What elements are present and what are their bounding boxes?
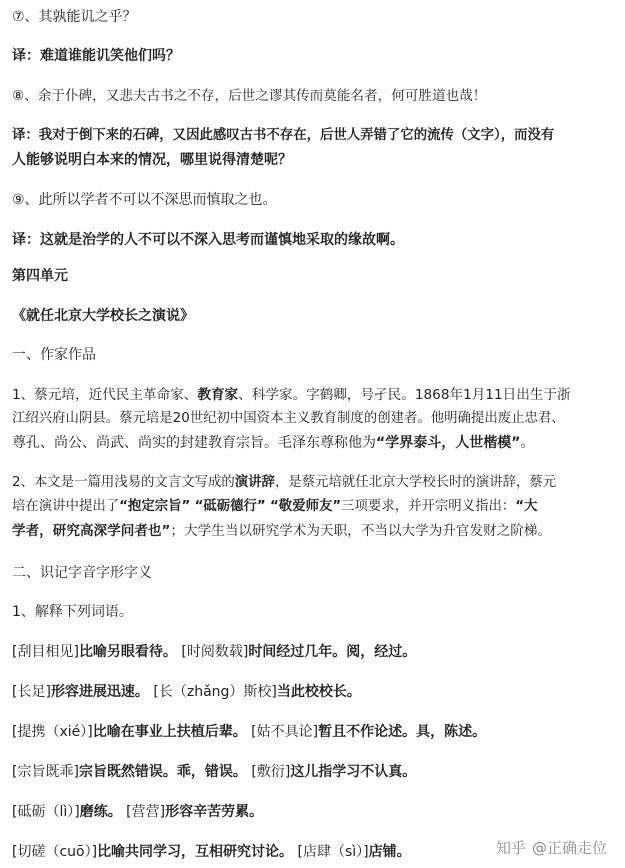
text-segment: 培在演讲中提出了 [12, 499, 120, 514]
text-segment: [店肆（sì）] [293, 844, 369, 860]
bold-text-segment: 人能够说明白本来的情况，哪里说得清楚呢？ [12, 152, 292, 168]
text-segment: [刮目相见] [12, 644, 79, 660]
bold-text-segment: 《就任北京大学校长之演说》 [12, 308, 194, 324]
text-line-a8b [12, 149, 612, 171]
text-segment: 尊孔、尚公、尚武、尚实的封建教育宗旨。毛泽东尊称他为 [12, 435, 376, 451]
text-segment: [敷衍] [246, 764, 291, 780]
bold-text-segment: 比喻在事业上扶植后辈。 [92, 724, 247, 740]
bold-text-segment: “敬爱师友” [270, 499, 342, 514]
bold-text-segment: “学界泰斗，人世楷模” [376, 435, 521, 451]
text-segment: 二、识记字音字形字义 [12, 565, 152, 581]
text-line-title [12, 305, 612, 327]
text-segment: [长（zhǎng）斯校] [148, 684, 277, 700]
text-segment: 2、本文是一篇用浅易的文言文写成的 [12, 475, 235, 490]
text-segment: 、科学家。字鹤卿，号孑民。1868年1月11日出生于浙 [238, 387, 571, 403]
bold-text-segment: 译：难道谁能讥笑他们吗？ [12, 48, 180, 64]
text-line-p2a [12, 472, 612, 494]
text-segment: [姑不具论] [246, 724, 319, 740]
text-segment: 1、解释下列词语。 [12, 604, 133, 620]
text-segment: ⑨、此所以学者不可以不深思而慎取之也。 [12, 192, 277, 208]
text-segment: ⑧、余于仆碑，又悲夫古书之不存，后世之谬其传而莫能名者，何可胜道也哉！ [12, 88, 487, 104]
bold-text-segment: 第四单元 [12, 268, 68, 284]
text-segment: [营营] [121, 804, 166, 820]
text-segment: 三项要求，并开宗明义指出： [341, 499, 516, 514]
bold-text-segment: 当此校校长。 [276, 684, 361, 700]
bold-text-segment: 译：我对于倒下来的石碑，又因此感叹古书不存在，后世人弄错了它的流传（文字），而没有 [12, 128, 555, 143]
text-segment: ；大学生当以研究学术为天职，不当以大学为升官发财之阶梯。 [170, 523, 552, 539]
text-segment: 江绍兴府山阴县。蔡元培是20世纪初中国资本主义教育制度的创建者。他明确提出废止忠君、 [12, 411, 565, 426]
text-line-q8 [12, 85, 612, 107]
bold-text-segment: “抱定宗旨” [119, 499, 191, 514]
text-line-unit [12, 265, 612, 287]
text-line-w1 [12, 641, 612, 663]
text-line-a9 [12, 229, 612, 251]
bold-text-segment: 时间经过几年。阅，经过。 [248, 644, 417, 660]
text-segment: 。 [520, 435, 535, 451]
text-segment: [时阅数载] [176, 644, 249, 660]
bold-text-segment: 译：这就是治学的人不可以不深入思考而谨慎地采取的缘故啊。 [12, 232, 404, 248]
zhihu-watermark [496, 837, 607, 858]
bold-text-segment: 比喻另眼看待。 [78, 644, 177, 660]
text-line-a7 [12, 45, 612, 67]
text-segment: [长足] [12, 684, 51, 700]
text-line-w4 [12, 761, 612, 783]
text-line-w2 [12, 681, 612, 703]
bold-text-segment: 暂且不作论述。具，陈述。 [318, 724, 487, 740]
text-segment: 1、蔡元培，近代民主革命家、 [12, 387, 198, 403]
text-segment: ，是蔡元培就任北京大学校长时的演讲辞，蔡元 [274, 475, 557, 490]
text-line-a8a [12, 125, 612, 147]
text-line-w5 [12, 801, 612, 823]
text-segment: [提携（xié）] [12, 724, 93, 740]
text-line-w3 [12, 721, 612, 743]
text-line-sec1 [12, 344, 612, 366]
bold-text-segment: 磨练。 [79, 804, 122, 820]
text-line-sec2 [12, 562, 612, 584]
watermark-site: 知乎 [495, 839, 526, 857]
text-line-p1c [12, 432, 612, 454]
bold-text-segment: 学者，研究高深学问者也” [12, 523, 171, 539]
text-line-sub1 [12, 601, 612, 623]
bold-text-segment: 这儿指学习不认真。 [290, 764, 417, 780]
bold-text-segment: 教育家 [197, 387, 239, 403]
bold-text-segment: 演讲辞 [234, 475, 275, 490]
text-segment: ⑦、其孰能讥之乎？ [12, 9, 137, 25]
text-line-p1b [12, 408, 612, 430]
text-segment: [切磋（cuō）] [12, 844, 98, 860]
text-segment: [宗旨既乖] [12, 764, 79, 780]
text-segment: 一、作家作品 [12, 347, 96, 363]
bold-text-segment: 宗旨既然错误。乖，错误。 [78, 764, 247, 780]
text-segment: [砥砺（lì）] [12, 804, 80, 820]
bold-text-segment: 比喻共同学习，互相研究讨论。 [97, 844, 294, 860]
bold-text-segment: 店铺。 [368, 844, 411, 860]
bold-text-segment: 形容辛苦劳累。 [165, 804, 264, 820]
bold-text-segment: “砥砺德行” [194, 499, 266, 514]
watermark-user: @正确走位 [531, 839, 607, 857]
text-line-q7 [12, 6, 612, 28]
text-line-p2c [12, 520, 612, 542]
bold-text-segment: 形容进展迅速。 [50, 684, 149, 700]
text-line-p1a [12, 384, 612, 406]
text-line-q9 [12, 189, 612, 211]
text-line-p2b [12, 496, 612, 518]
bold-text-segment: “大 [515, 499, 538, 514]
